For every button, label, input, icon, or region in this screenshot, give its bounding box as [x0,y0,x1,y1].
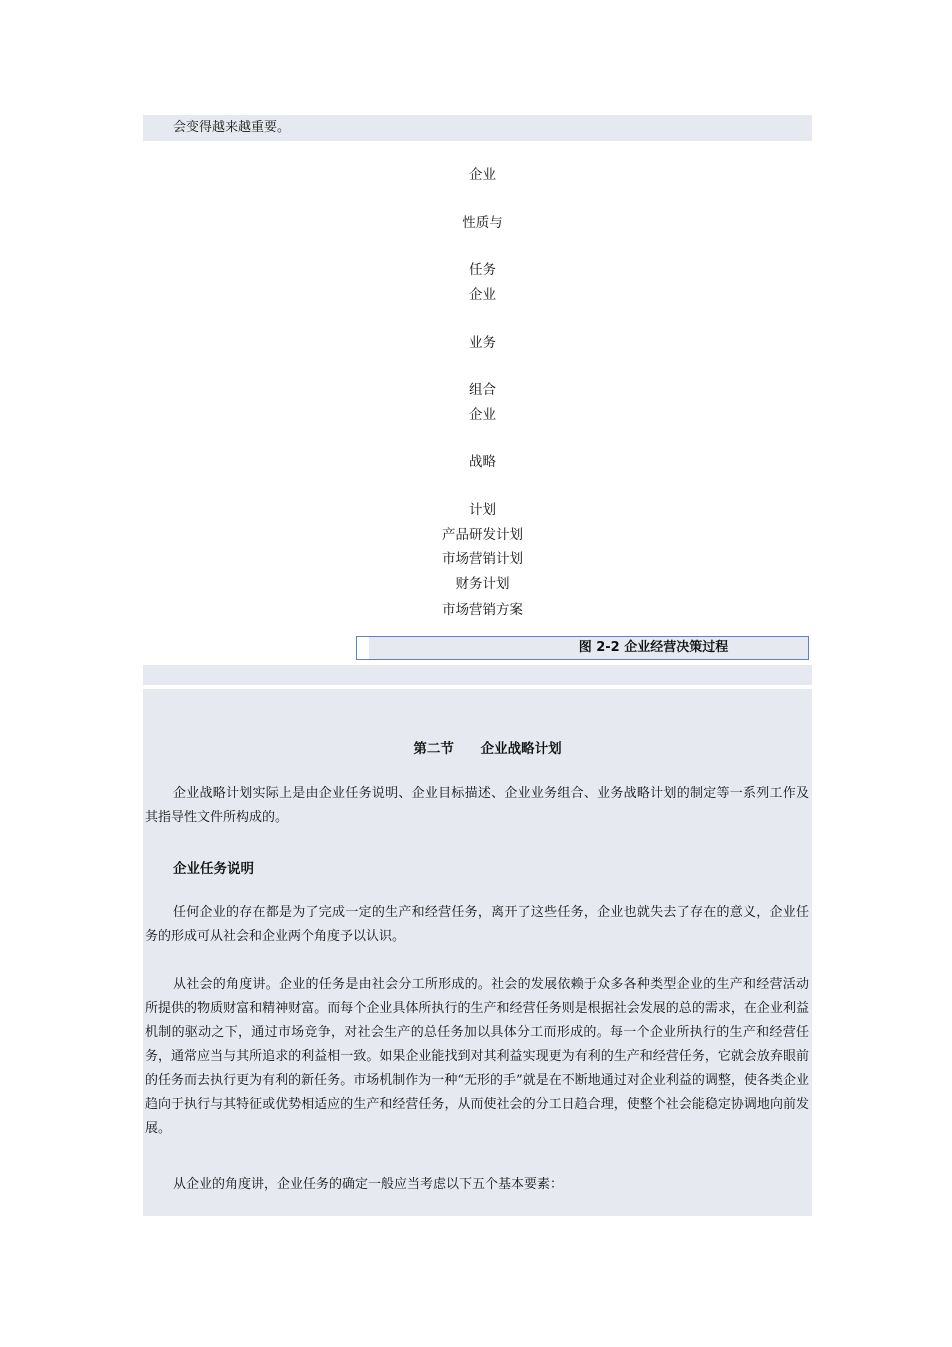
top-text-band [143,115,812,141]
figure-caption-box [356,636,809,660]
diagram-line: 企业 [469,167,496,183]
diagram-line: 性质与 [462,215,503,231]
body-paragraph: 任何企业的存在都是为了完成一定的生产和经营任务，离开了这些任务，企业也就失去了存在的意义，企业任务的形成可从社会和企业两个角度予以认识。 [145,905,809,944]
diagram-line: 战略 [469,454,496,470]
section-body [143,689,812,1216]
spacer-band [143,665,812,685]
top-line-text: 会变得越来越重要。 [173,120,291,135]
section-title: 第二节 企业战略计划 [413,741,562,757]
diagram-line: 企业 [469,287,496,303]
diagram-line: 企业 [469,407,496,423]
diagram-line: 任务 [469,262,496,278]
diagram-line: 业务 [469,335,496,351]
intro-paragraph: 企业战略计划实际上是由企业任务说明、企业目标描述、企业业务组合、业务战略计划的制定等一系列工作及其指导性文件所构成的。 [145,786,809,825]
diagram-line: 计划 [469,502,496,518]
diagram-line: 组合 [469,382,496,398]
body-paragraph: 从社会的角度讲。企业的任务是由社会分工所形成的。社会的发展依赖于众多各种类型企业的生产和经营活动所提供的物质财富和精神财富。而每个企业具体所执行的生产和经营任务则是根据社会发展的总的需求，在企业利益机制的驱动之下，通过市场竞争，对社会生产的总任务加以具体分工而形成的。每一个企业所执行的生产和经营任务，通常应当与其所追求的利益相一致。如果企业能找到对其利益实现更为有利的生产和经营任务，它就会放弃眼前的任务而去执行更为有利的新任务。市场机制作为一种“无形的手”就是在不断地通过对企业利益的调整，使各类企业趋向于执行与其特征或优势相适应的生产和经营任务，从而使社会的分工日趋合理，使整个社会能稳定协调地向前发展。 [145,977,809,1136]
subheading: 企业任务说明 [173,861,254,877]
diagram-line: 市场营销方案 [442,602,523,618]
body-paragraph: 从企业的角度讲，企业任务的确定一般应当考虑以下五个基本要素： [173,1177,564,1192]
diagram-line: 产品研发计划 [442,527,523,543]
figure-caption: 图 2-2 企业经营决策过程 [369,637,808,659]
diagram-line: 财务计划 [455,576,510,592]
diagram-line: 市场营销计划 [442,551,523,567]
